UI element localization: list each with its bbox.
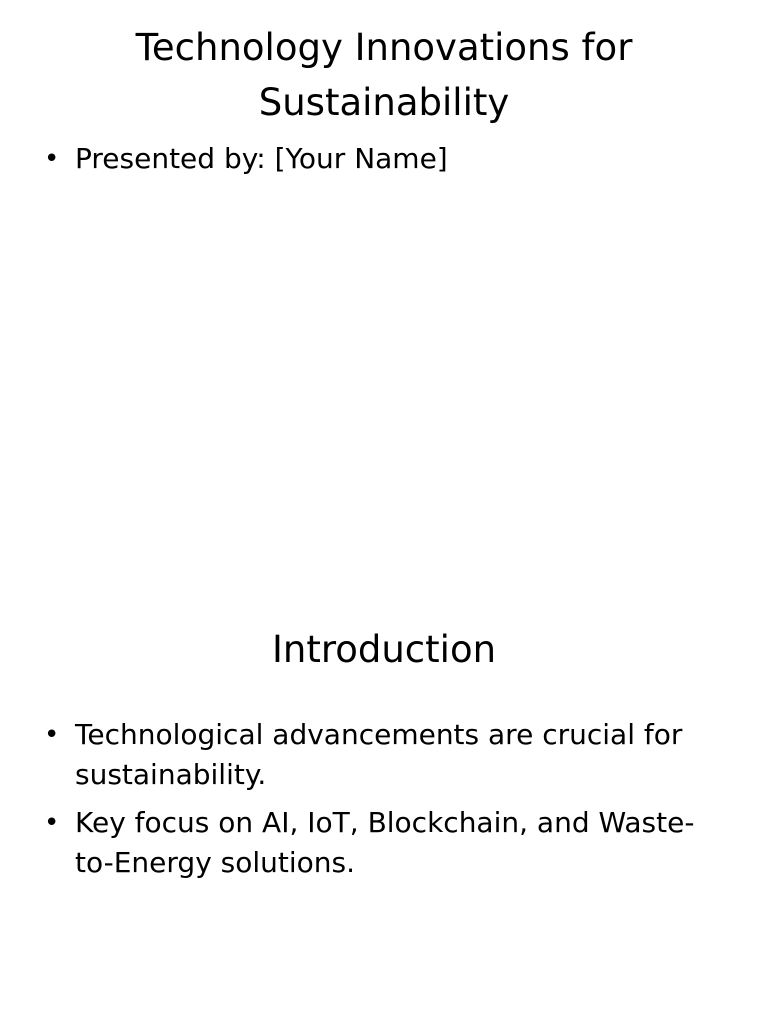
bullet-icon: • [44, 808, 60, 838]
bullet-list [44, 715, 728, 891]
bullet-item [44, 139, 728, 179]
bullet-icon: • [44, 720, 60, 750]
bullet-text: Key focus on AI, IoT, Blockchain, and Waste-to-Energy solutions. [75, 806, 695, 879]
slide-2 [0, 576, 768, 1024]
slide-title: Introduction [271, 628, 497, 671]
bullet-text: Presented by: [Your Name] [75, 142, 448, 175]
bullet-item [44, 715, 728, 795]
bullet-item [44, 803, 728, 883]
bullet-list [44, 139, 728, 187]
slide-title: Technology Innovations for Sustainability [135, 26, 633, 124]
bullet-icon: • [44, 144, 60, 174]
bullet-text: Technological advancements are crucial for sustainability. [75, 718, 683, 791]
